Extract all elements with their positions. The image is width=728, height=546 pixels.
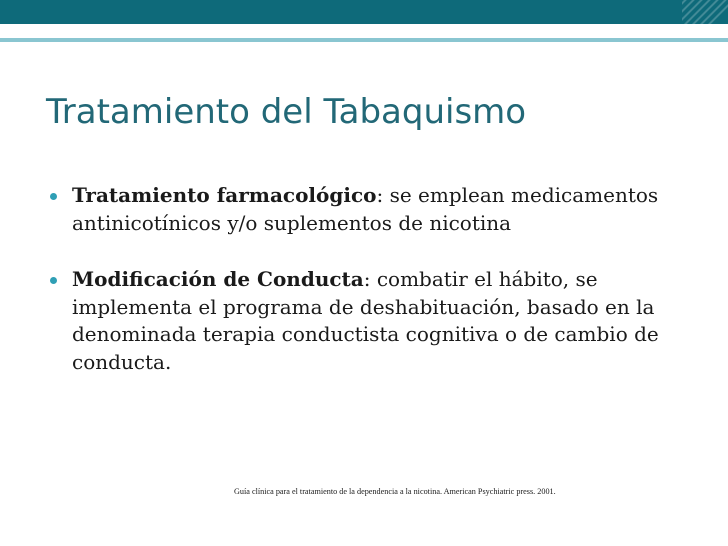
bullet-text: : se emplean medicamentos antinicotínicos y/o suplementos de nicotina	[72, 183, 659, 235]
bullet-dot-icon	[50, 193, 57, 200]
slide-title: Tratamiento del Tabaquismo	[46, 92, 527, 132]
bullet-item	[50, 182, 690, 237]
bullet-item	[50, 266, 690, 376]
bullet-title: Modificación de Conducta	[72, 267, 364, 291]
header-bar	[0, 0, 728, 24]
bullet-text: : combatir el hábito, se implementa el programa de deshabituación, basado en la denominada terapia conductista cognitiva o de cambio de conducta.	[72, 267, 659, 374]
header-accent-line	[0, 38, 728, 42]
bullet-title: Tratamiento farmacológico	[72, 183, 377, 207]
header-band	[0, 24, 728, 38]
citation: Guía clínica para el tratamiento de la dependencia a la nicotina. American Psychiatric press. 2001.	[234, 487, 556, 496]
bullet-dot-icon	[50, 277, 57, 284]
bullet-list	[50, 182, 690, 376]
